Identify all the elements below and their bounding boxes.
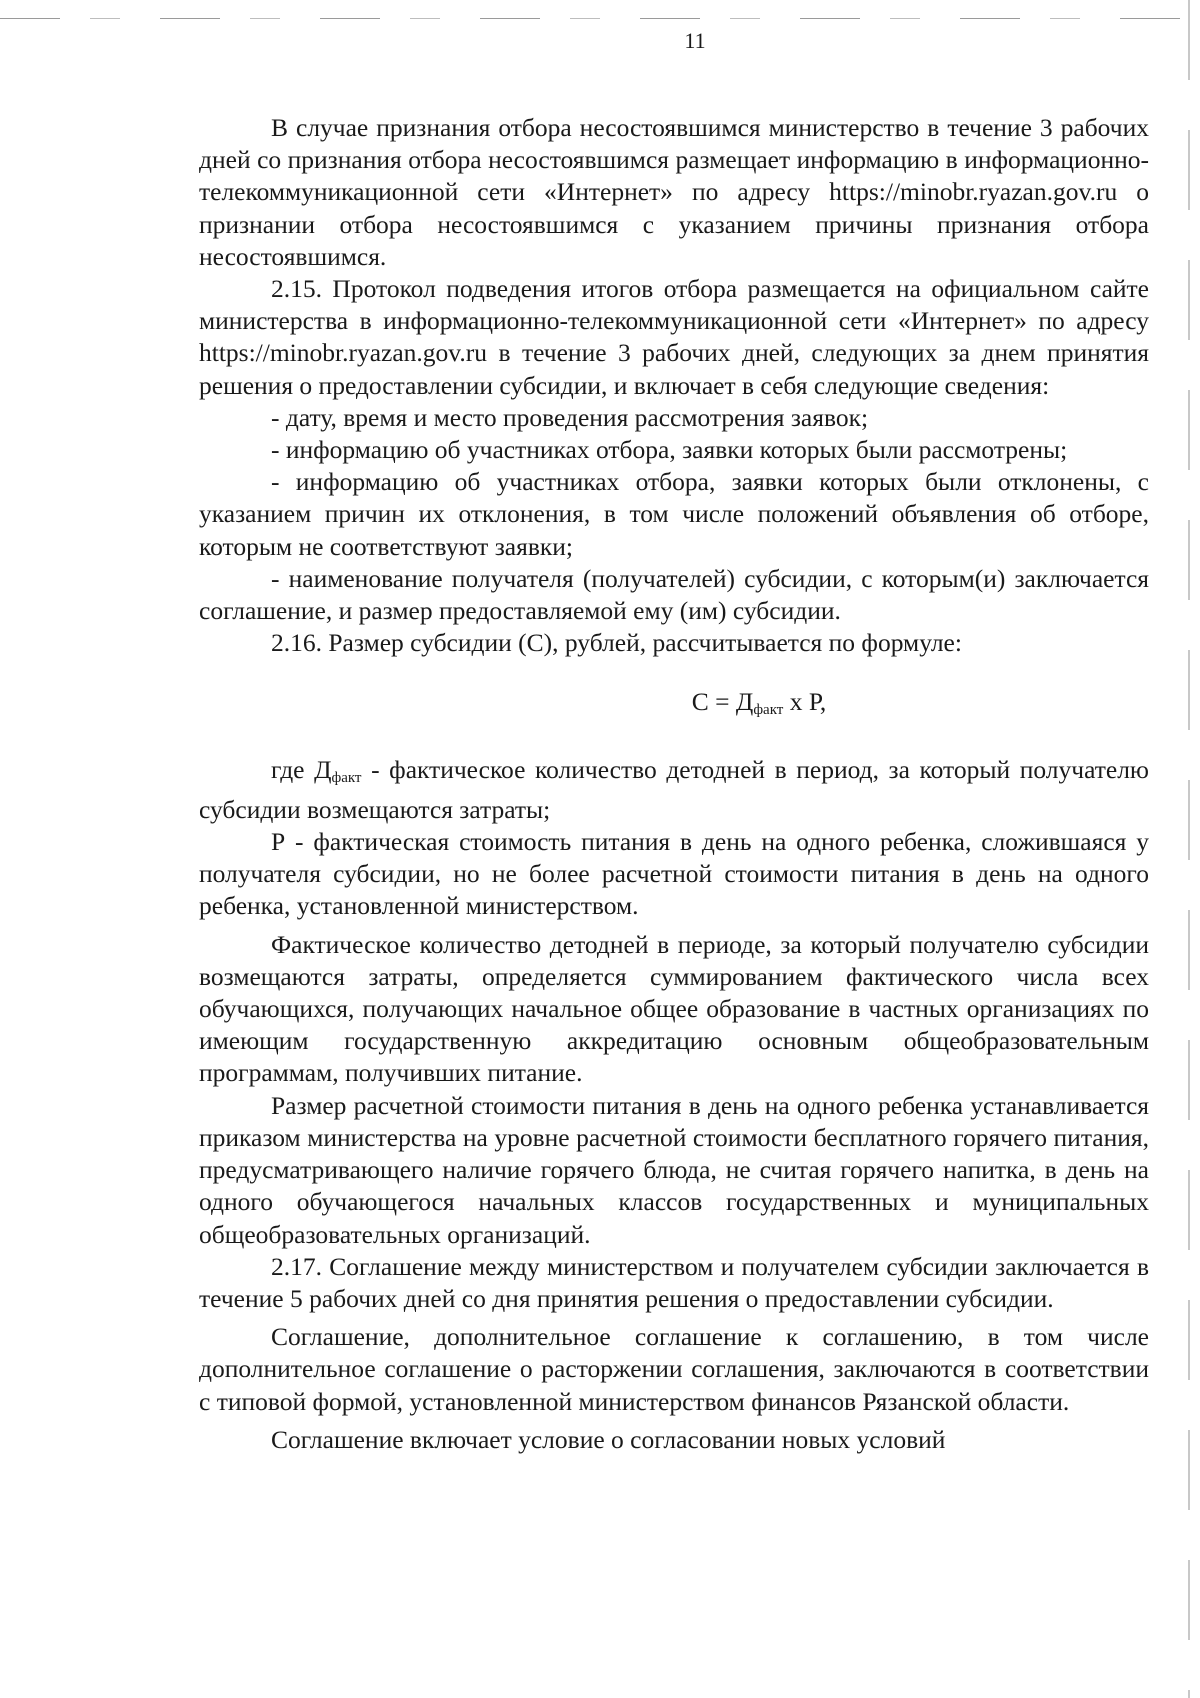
formula-definition-p: Р - фактическая стоимость питания в день на одного ребенка, сложившаяся у получателя субсидии, но не более расчетной стоимости питания в день на одного ребенка, установленной министерством. [199, 827, 1149, 921]
page-number: 11 [684, 28, 706, 53]
scan-top-border [0, 18, 1200, 19]
subsidy-formula [199, 686, 1149, 726]
scan-right-edge [1188, 0, 1190, 1698]
where-text: - фактическое количество детодней в период, за который получателю субсидии возмещаются затраты; [199, 754, 1149, 824]
list-item-participants: - информацию об участниках отбора, заявки которых были рассмотрены; [271, 435, 1068, 465]
paragraph-meal-cost: Размер расчетной стоимости питания в день на одного ребенка устанавливается приказом министерства на уровне расчетной стоимости бесплатного горячего питания, предусматривающего наличие горячего блюда, не считая горячего напитка, в день на одного обучающегося начальных классов государственных и муниципальных общеобразовательных организаций. [199, 1090, 1149, 1249]
paragraph-child-days: Фактическое количество детодней в периоде, за который получателю субсидии возмещаются затраты, определяется суммированием фактического числа всех обучающихся, получающих начальное общее образование в частных организациях по имеющим государственную аккредитацию основным общеобразовательным программам, получивших питание. [199, 929, 1149, 1088]
document-body [199, 112, 1149, 1456]
paragraph-failed-selection: В случае признания отбора несостоявшимся министерство в течение 3 рабочих дней со признания отбора несостоявшимся размещает информацию в информационно-телекоммуникационной сети «Интернет» по адресу https://minobr.ryazan.gov.ru о признании отбора несостоявшимся с указанием причины признания отбора несостоявшимся. [199, 113, 1149, 271]
list-item-date: - дату, время и место проведения рассмотрения заявок; [271, 402, 869, 432]
paragraph-2-16: 2.16. Размер субсидии (С), рублей, рассчитывается по формуле: [271, 628, 962, 658]
formula-left: С = Д [691, 687, 754, 717]
formula-right: х Р, [783, 687, 827, 717]
list-item-rejected: - информацию об участниках отбора, заявки которых были отклонены, с указанием причин их отклонения, в том числе положений объявления об отборе, которым не соответствуют заявки; [199, 467, 1149, 561]
paragraph-2-15: 2.15. Протокол подведения итогов отбора размещается на официальном сайте министерства в информационно-телекоммуникационной сети «Интернет» по адресу https://minobr.ryazan.gov.ru в течение 3 рабочих дней, следующих за днем принятия решения о предоставлении субсидии, и включает в себя следующие сведения: [199, 274, 1149, 400]
where-prefix: где Д [271, 754, 332, 784]
formula-subscript: факт [753, 702, 784, 719]
where-subscript: факт [331, 769, 362, 786]
list-item-recipient: - наименование получателя (получателей) субсидии, с которым(и) заключается соглашение, и размер предоставляемой ему (им) субсидии. [199, 563, 1149, 626]
formula-definition-d [199, 754, 1149, 826]
paragraph-2-17: 2.17. Соглашение между министерством и получателем субсидии заключается в течение 5 рабочих дней со дня принятия решения о предоставлении субсидии. [199, 1251, 1149, 1313]
paragraph-agreement-form: Соглашение, дополнительное соглашение к соглашению, в том числе дополнительное соглашение о расторжении соглашения, заключаются в соответствии с типовой формой, установленной министерством финансов Рязанской области. [199, 1322, 1149, 1416]
paragraph-agreement-conditions: Соглашение включает условие о согласовании новых условий [271, 1424, 946, 1454]
